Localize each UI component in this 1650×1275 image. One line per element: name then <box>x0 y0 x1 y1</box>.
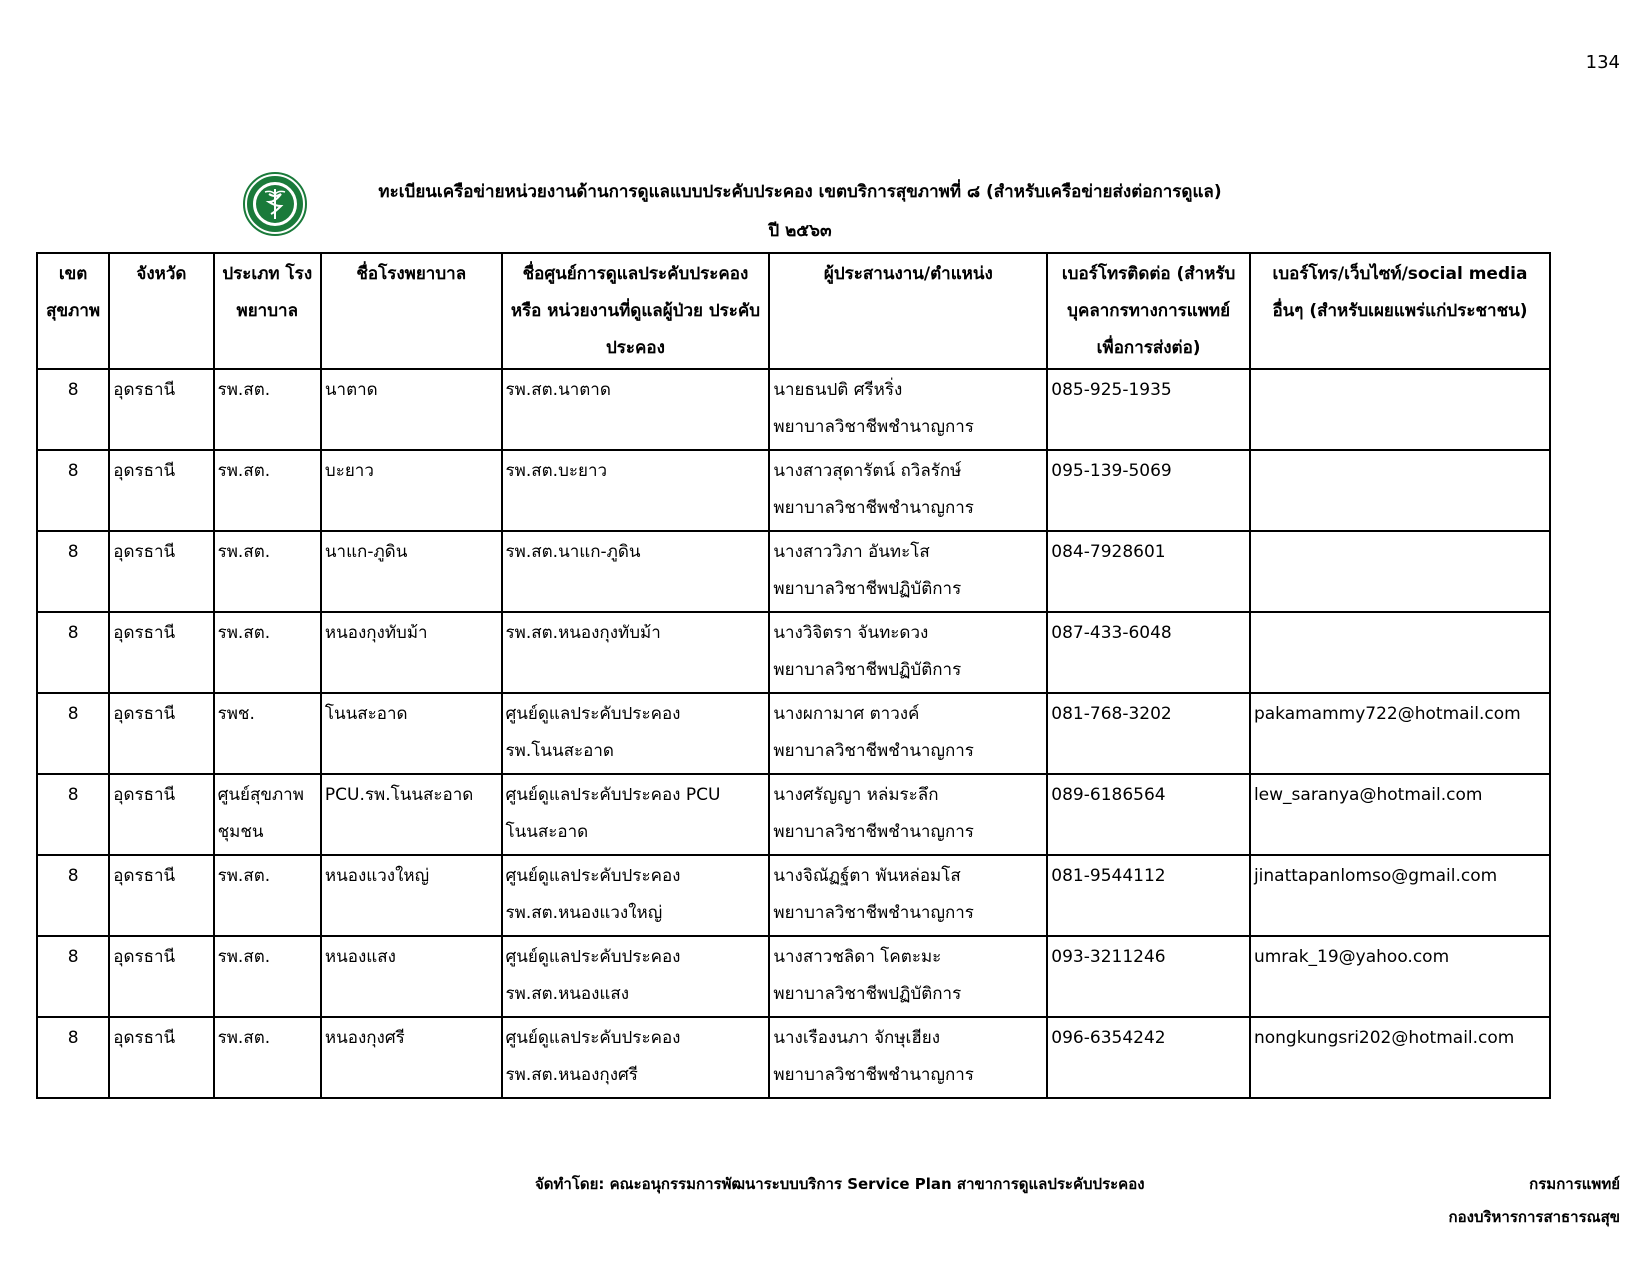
cell-referral-phone: 093-3211246 <box>1047 936 1250 1017</box>
coordinator-name: นายธนปติ ศรีหริ่ง <box>773 380 903 400</box>
cell-referral-phone: 095-139-5069 <box>1047 450 1250 531</box>
cell-coordinator <box>769 936 1047 1017</box>
table-row <box>37 612 1550 693</box>
cell-center-name: รพ.สต.หนองกุงทับม้า <box>502 612 770 693</box>
cell-hospital-type: ศูนย์สุขภาพชุมชน <box>214 774 321 855</box>
cell-public-contact: umrak_19@yahoo.com <box>1250 936 1550 1017</box>
footer-department: กรมการแพทย์ <box>1529 1175 1620 1193</box>
cell-hospital-name: นาแก-ภูดิน <box>321 531 502 612</box>
header-coordinator: ผู้ประสานงาน/ตำแหน่ง <box>769 253 1047 369</box>
coordinator-name: นางวิจิตรา จันทะดวง <box>773 623 929 643</box>
cell-coordinator <box>769 450 1047 531</box>
header-public-contact: เบอร์โทร/เว็บไซท์/social media อื่นๆ (สำหรับเผยแพร่แก่ประชาชน) <box>1250 253 1550 369</box>
ministry-seal-icon <box>241 172 309 236</box>
table-row <box>37 369 1550 450</box>
cell-center-name: รพ.สต.นาตาด <box>502 369 770 450</box>
cell-public-contact: pakamammy722@hotmail.com <box>1250 693 1550 774</box>
document-title: ทะเบียนเครือข่ายหน่วยงานด้านการดูแลแบบประคับประคอง เขตบริการสุขภาพที่ ๘ (สำหรับเครือข่ายส่งต่อการดูแล) <box>378 182 1222 202</box>
table-row <box>37 855 1550 936</box>
cell-hospital-type: รพ.สต. <box>214 1017 321 1098</box>
cell-center-name: ศูนย์ดูแลประคับประคอง PCU โนนสะอาด <box>502 774 770 855</box>
cell-hospital-name: PCU.รพ.โนนสะอาด <box>321 774 502 855</box>
registry-table <box>36 252 1551 1099</box>
footer-division: กองบริหารการสาธารณสุข <box>1448 1208 1620 1226</box>
coordinator-title: พยาบาลวิชาชีพปฏิบัติการ <box>773 579 962 599</box>
header-center-name: ชื่อศูนย์การดูแลประคับประคอง หรือ หน่วยงานที่ดูแลผู้ป่วย ประคับประคอง <box>502 253 770 369</box>
cell-public-contact: jinattapanlomso@gmail.com <box>1250 855 1550 936</box>
cell-referral-phone: 085-925-1935 <box>1047 369 1250 450</box>
cell-coordinator <box>769 531 1047 612</box>
cell-hospital-name: นาตาด <box>321 369 502 450</box>
header-hospital-type: ประเภท โรงพยาบาล <box>214 253 321 369</box>
header-hospital-name: ชื่อโรงพยาบาล <box>321 253 502 369</box>
cell-coordinator <box>769 1017 1047 1098</box>
cell-hospital-name: โนนสะอาด <box>321 693 502 774</box>
cell-coordinator <box>769 612 1047 693</box>
coordinator-name: นางจิณัฏฐ์ตา พันหล่อมโส <box>773 866 961 886</box>
cell-public-contact <box>1250 612 1550 693</box>
header-referral-phone: เบอร์โทรติดต่อ (สำหรับ บุคลากรทางการแพทย์ เพื่อการส่งต่อ) <box>1047 253 1250 369</box>
cell-province: อุดรธานี <box>109 693 213 774</box>
cell-public-contact <box>1250 531 1550 612</box>
cell-center-name: รพ.สต.นาแก-ภูดิน <box>502 531 770 612</box>
coordinator-title: พยาบาลวิชาชีพปฏิบัติการ <box>773 660 962 680</box>
cell-hospital-name: หนองกุงศรี <box>321 1017 502 1098</box>
cell-hospital-type: รพ.สต. <box>214 855 321 936</box>
cell-zone: 8 <box>37 936 109 1017</box>
coordinator-title: พยาบาลวิชาชีพชำนาญการ <box>773 417 974 437</box>
cell-zone: 8 <box>37 531 109 612</box>
cell-hospital-type: รพ.สต. <box>214 531 321 612</box>
cell-hospital-name: หนองแวงใหญ่ <box>321 855 502 936</box>
table-row <box>37 1017 1550 1098</box>
coordinator-name: นางสาวชลิดา โคตะมะ <box>773 947 942 967</box>
cell-zone: 8 <box>37 450 109 531</box>
table-row <box>37 450 1550 531</box>
cell-province: อุดรธานี <box>109 531 213 612</box>
cell-zone: 8 <box>37 369 109 450</box>
cell-province: อุดรธานี <box>109 369 213 450</box>
cell-center-name: ศูนย์ดูแลประคับประคอง รพ.โนนสะอาด <box>502 693 770 774</box>
cell-coordinator <box>769 693 1047 774</box>
table-row <box>37 531 1550 612</box>
footer-credit: จัดทำโดย: คณะอนุกรรมการพัฒนาระบบบริการ Service Plan สาขาการดูแลประคับประคอง <box>535 1175 1145 1193</box>
table-row <box>37 774 1550 855</box>
cell-public-contact: nongkungsri202@hotmail.com <box>1250 1017 1550 1098</box>
cell-coordinator <box>769 369 1047 450</box>
table-row <box>37 693 1550 774</box>
cell-public-contact <box>1250 450 1550 531</box>
cell-center-name: ศูนย์ดูแลประคับประคอง รพ.สต.หนองแสง <box>502 936 770 1017</box>
table-header-row <box>37 253 1550 369</box>
cell-hospital-name: บะยาว <box>321 450 502 531</box>
coordinator-title: พยาบาลวิชาชีพชำนาญการ <box>773 822 974 842</box>
cell-public-contact <box>1250 369 1550 450</box>
table-row <box>37 936 1550 1017</box>
cell-center-name: ศูนย์ดูแลประคับประคอง รพ.สต.หนองแวงใหญ่ <box>502 855 770 936</box>
coordinator-name: นางสาววิภา อันทะโส <box>773 542 930 562</box>
cell-referral-phone: 096-6354242 <box>1047 1017 1250 1098</box>
cell-zone: 8 <box>37 774 109 855</box>
cell-hospital-type: รพ.สต. <box>214 612 321 693</box>
coordinator-name: นางศรัญญา หล่มระลึก <box>773 785 939 805</box>
cell-hospital-type: รพ.สต. <box>214 369 321 450</box>
cell-province: อุดรธานี <box>109 612 213 693</box>
coordinator-name: นางสาวสุดารัตน์ ถวิลรักษ์ <box>773 461 962 481</box>
cell-province: อุดรธานี <box>109 855 213 936</box>
cell-center-name: รพ.สต.บะยาว <box>502 450 770 531</box>
cell-hospital-name: หนองแสง <box>321 936 502 1017</box>
coordinator-name: นางผกามาศ ตาวงค์ <box>773 704 920 724</box>
cell-province: อุดรธานี <box>109 1017 213 1098</box>
coordinator-title: พยาบาลวิชาชีพชำนาญการ <box>773 741 974 761</box>
cell-zone: 8 <box>37 1017 109 1098</box>
cell-public-contact: lew_saranya@hotmail.com <box>1250 774 1550 855</box>
coordinator-title: พยาบาลวิชาชีพชำนาญการ <box>773 498 974 518</box>
page-number: 134 <box>1585 52 1620 73</box>
cell-coordinator <box>769 774 1047 855</box>
coordinator-title: พยาบาลวิชาชีพปฏิบัติการ <box>773 984 962 1004</box>
header-province: จังหวัด <box>109 253 213 369</box>
cell-hospital-type: รพ.สต. <box>214 936 321 1017</box>
cell-referral-phone: 089-6186564 <box>1047 774 1250 855</box>
cell-referral-phone: 084-7928601 <box>1047 531 1250 612</box>
cell-province: อุดรธานี <box>109 936 213 1017</box>
cell-center-name: ศูนย์ดูแลประคับประคอง รพ.สต.หนองกุงศรี <box>502 1017 770 1098</box>
cell-coordinator <box>769 855 1047 936</box>
cell-referral-phone: 081-768-3202 <box>1047 693 1250 774</box>
cell-zone: 8 <box>37 693 109 774</box>
cell-hospital-type: รพ.สต. <box>214 450 321 531</box>
coordinator-name: นางเรืองนภา จักษุเฮียง <box>773 1028 940 1048</box>
cell-hospital-name: หนองกุงทับม้า <box>321 612 502 693</box>
cell-hospital-type: รพช. <box>214 693 321 774</box>
cell-zone: 8 <box>37 855 109 936</box>
cell-referral-phone: 087-433-6048 <box>1047 612 1250 693</box>
cell-province: อุดรธานี <box>109 450 213 531</box>
document-year: ปี ๒๕๖๓ <box>768 221 832 241</box>
header-zone: เขต สุขภาพ <box>37 253 109 369</box>
cell-referral-phone: 081-9544112 <box>1047 855 1250 936</box>
coordinator-title: พยาบาลวิชาชีพชำนาญการ <box>773 1065 974 1085</box>
coordinator-title: พยาบาลวิชาชีพชำนาญการ <box>773 903 974 923</box>
cell-province: อุดรธานี <box>109 774 213 855</box>
cell-zone: 8 <box>37 612 109 693</box>
